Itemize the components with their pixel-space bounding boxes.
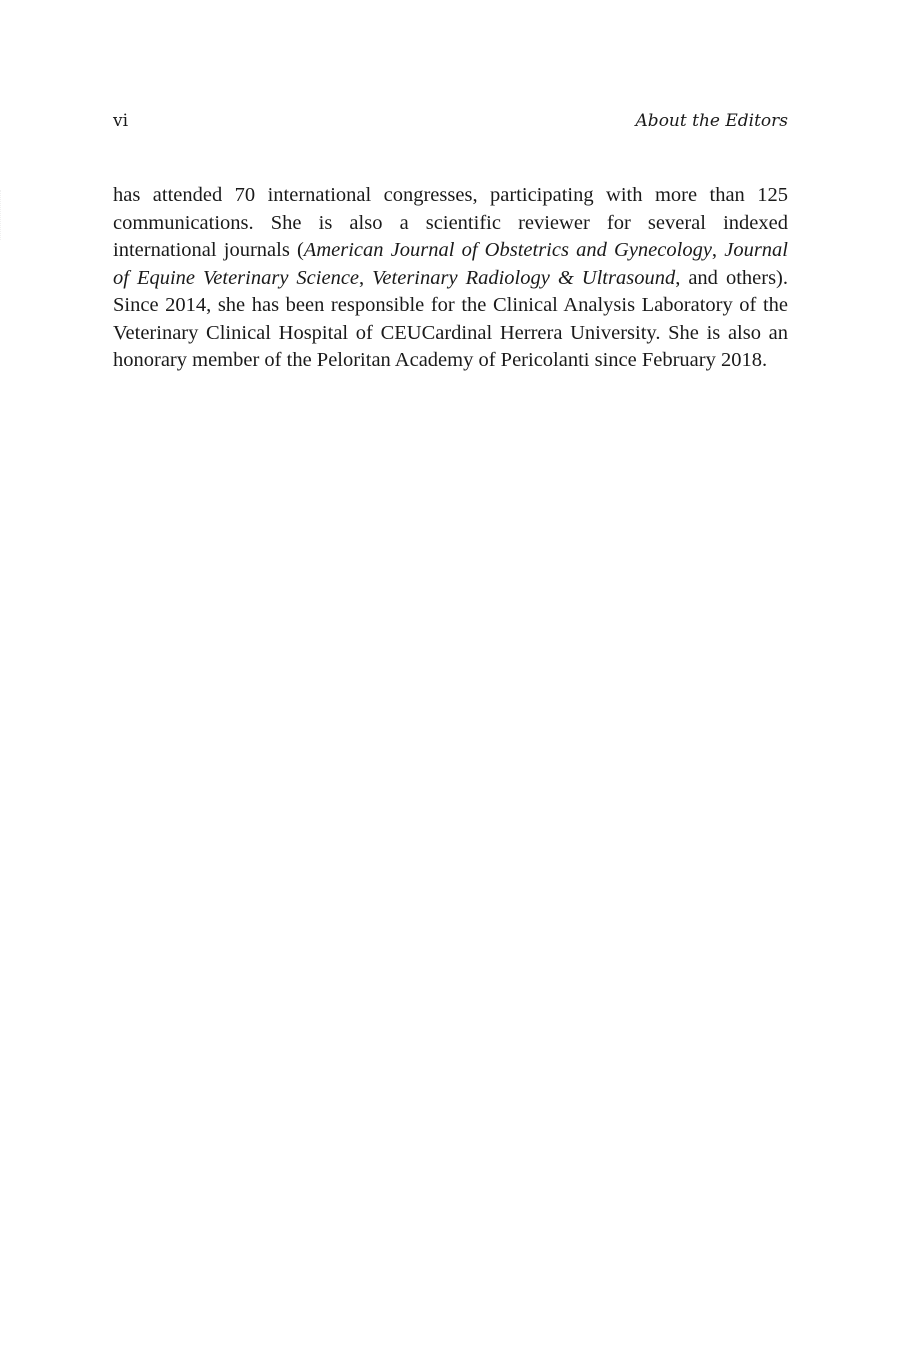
journal-title: American Journal of Obstetrics and Gynecology	[303, 239, 712, 261]
journal-title: Veterinary Radiology & Ultrasound	[372, 266, 676, 289]
separator: ,	[359, 266, 373, 289]
separator: ,	[711, 239, 725, 261]
body-paragraph	[113, 182, 788, 375]
paragraph-text-end: , and others). Since 2014, she has been responsible for the Clinical Analysis Laboratory of the Veterinary Clinical Hospital of CEUCardinal Herrera University. She is also an honorary member of the Peloritan Academy of Pericolanti since February 2018.	[113, 266, 788, 371]
paragraph-text-start: has attended 70 international congresses, participating with more than 125 communications. She is also a scientific reviewer for several indexed international journals (	[113, 184, 788, 261]
margin-watermark	[0, 190, 11, 240]
running-header	[113, 108, 788, 134]
running-section-title: About the Editors	[635, 111, 788, 131]
page-number: vi	[113, 111, 129, 131]
journal-title: Journal of Equine Veterinary Science	[113, 239, 788, 289]
